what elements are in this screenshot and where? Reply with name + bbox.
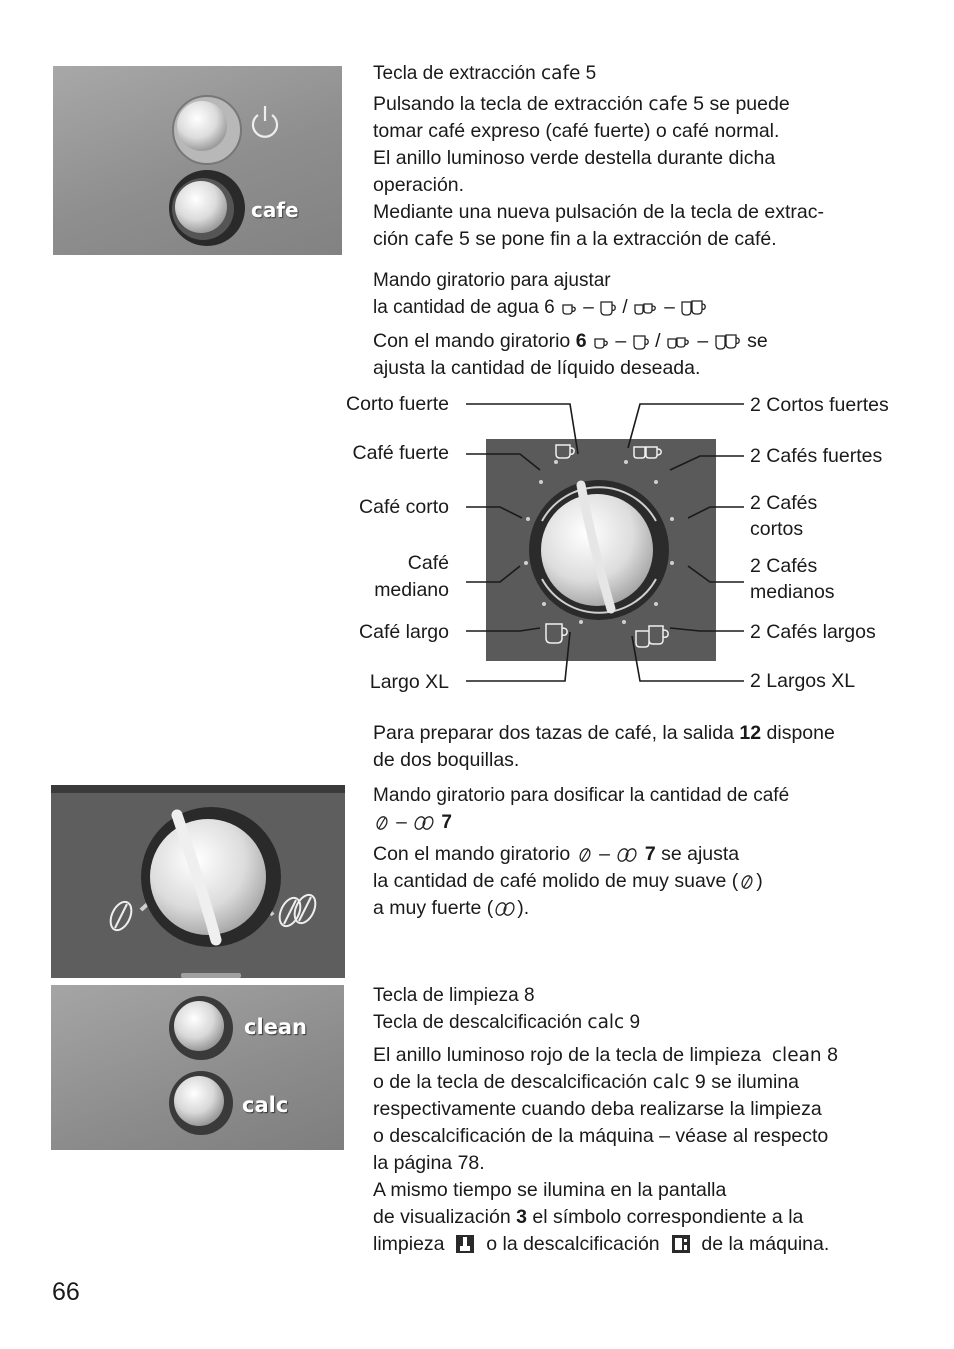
bean-double-icon — [276, 892, 320, 930]
section-water-heading: Mando giratorio para ajustar la cantidad de agua 6 – / – — [373, 267, 708, 321]
label-cafe-corto: Café corto — [359, 496, 449, 518]
label-2-cafes-largos: 2 Cafés largos — [750, 621, 876, 643]
clean-button-label: clean — [244, 1015, 308, 1039]
calc-button-label: calc — [242, 1093, 289, 1117]
two-cups-large-icon — [714, 334, 742, 350]
cup-small-icon — [560, 300, 578, 316]
label-2-cortos-fuertes: 2 Cortos fuertes — [750, 394, 889, 416]
photo-cafe-button — [53, 66, 342, 255]
bean-single-icon — [576, 847, 594, 863]
bean-single-icon — [738, 874, 756, 890]
section-dose-body: Con el mando giratorio – 7 se ajusta la cantidad de café molido de muy suave ( ) a muy fuerte ( ). — [373, 843, 763, 919]
label-cafe-fuerte: Café fuerte — [352, 442, 449, 464]
photo-dose-dial — [51, 785, 345, 978]
label-2-cafes-fuertes: 2 Cafés fuertes — [750, 445, 883, 467]
photo-clean-calc-buttons — [51, 985, 344, 1150]
cup-large-icon — [599, 300, 617, 316]
two-cups-small-icon — [666, 334, 692, 350]
power-icon — [253, 106, 277, 137]
two-cups-large-icon — [680, 300, 708, 316]
section-dose-heading: Mando giratorio para dosificar la cantidad de café – 7 — [373, 785, 790, 833]
cleaning-symbol-icon — [455, 1234, 475, 1254]
section-cafe-body: Pulsando la tecla de extracción cafe 5 se puede tomar café expreso (café fuerte) o café normal. El anillo luminoso verde destella durante dicha operación. Mediante una nueva pulsación de la tecla de extrac- ción cafe 5 se pone fin a la extracción de café. — [373, 93, 824, 250]
diagram-leader-lines — [0, 390, 954, 710]
section-clean-body: El anillo luminoso rojo de la tecla de limpieza clean 8 o de la tecla de descalcificación calc 9 se ilumina respectivamente cuando deba realizarse la limpieza o descalcificación de la máquina – véase al respecto la página 78. A mismo tiempo se ilumina en la pantalla de visualización 3 el símbolo correspondiente a la limpieza o la descalcificación de la máquina. — [373, 1044, 838, 1255]
bean-single-icon — [107, 899, 136, 934]
bean-single-icon — [373, 815, 391, 831]
page-number: 66 — [52, 1278, 80, 1306]
label-2-cafes-medianos-2: medianos — [750, 581, 835, 603]
label-cafe-mediano-2: mediano — [374, 579, 449, 601]
section-clean-heading: Tecla de limpieza 8 Tecla de descalcificación calc 9 — [373, 985, 641, 1033]
bean-double-icon — [412, 815, 436, 831]
label-cafe-largo: Café largo — [359, 621, 449, 643]
label-largo-xl: Largo XL — [369, 671, 449, 693]
label-2-cafes-cortos-1: 2 Cafés — [750, 492, 818, 514]
two-cups-paragraph: Para preparar dos tazas de café, la salida 12 dispone de dos boquillas. — [373, 722, 835, 771]
cup-small-icon — [592, 334, 610, 350]
label-2-cafes-cortos-2: cortos — [750, 518, 804, 540]
bean-double-icon — [493, 901, 517, 917]
label-2-largos-xl: 2 Largos XL — [750, 670, 856, 692]
cafe-button-label: cafe — [251, 198, 299, 222]
cup-large-icon — [632, 334, 650, 350]
bean-double-icon — [615, 847, 639, 863]
label-corto-fuerte: Corto fuerte — [346, 393, 449, 415]
section-water-body: Con el mando giratorio 6 – / – se ajusta la cantidad de líquido deseada. — [373, 330, 768, 379]
descaling-symbol-icon — [671, 1234, 691, 1254]
label-cafe-mediano-1: Café — [407, 552, 449, 574]
section-cafe-heading: Tecla de extracción cafe 5 — [373, 63, 597, 84]
two-cups-small-icon — [633, 300, 659, 316]
label-2-cafes-medianos-1: 2 Cafés — [750, 555, 818, 577]
